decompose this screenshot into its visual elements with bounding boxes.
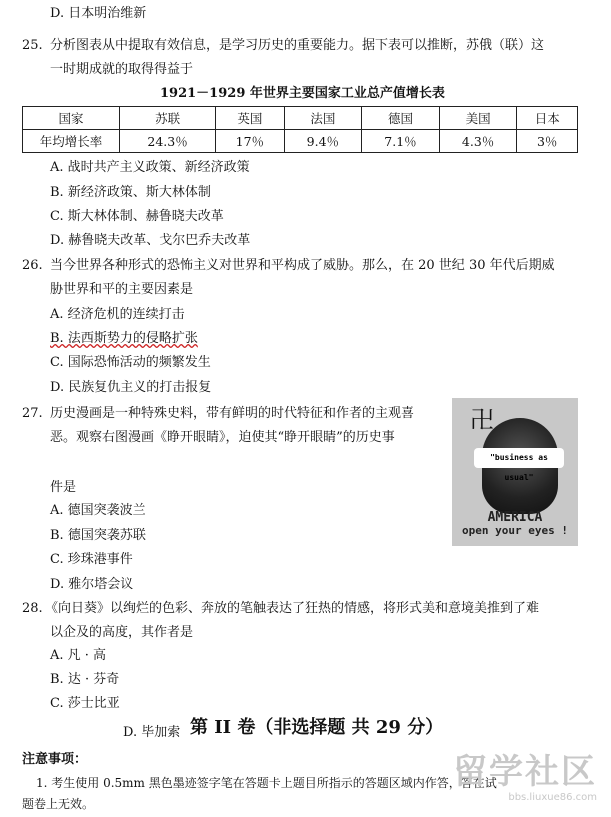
q25-number: 25. [22, 38, 43, 53]
table-cell: 7.1％ [362, 130, 440, 153]
table-cell: 4.3％ [439, 130, 517, 153]
q28-stem-line-1: 《向日葵》以绚烂的色彩、奔放的笔触表达了狂热的情感，将形式美和意境美推到了难 [45, 601, 540, 616]
q25-stem-line-1: 分析图表从中提取有效信息，是学习历史的重要能力。据下表可以推断，苏俄（联）这 [50, 38, 545, 53]
q26-stem-line-2: 胁世界和平的主要因素是 [50, 282, 194, 297]
table-header-cell: 英国 [216, 107, 284, 130]
section-ii-title: 第 II 卷（非选择题 共 29 分） [190, 717, 444, 738]
watermark-url: bbs.liuxue86.com [508, 792, 597, 803]
watermark-logo-text: 留学社区 [453, 752, 597, 792]
q28-number: 28. [22, 601, 43, 616]
notice-item-1-continued: 题卷上无效。 [22, 797, 95, 811]
prev-question-option-d: D. 日本明治维新 [50, 6, 147, 21]
q26-option-b: B. 法西斯势力的侵略扩张 [50, 331, 198, 346]
q27-stem-line-2: 恶。观察右图漫画《睁开眼睛》，迫使其“睁开眼睛”的历史事 [50, 430, 395, 445]
q25-option-d: D. 赫鲁晓夫改革、戈尔巴乔夫改革 [50, 233, 251, 248]
q25-option-c: C. 斯大林体制、赫鲁晓夫改革 [50, 209, 224, 224]
q26-option-d: D. 民族复仇主义的打击报复 [50, 380, 212, 395]
table-header-row [23, 107, 578, 130]
q27-option-a: A. 德国突袭波兰 [50, 503, 146, 518]
q28-option-b: B. 达 · 芬奇 [50, 672, 120, 687]
q25-table-caption: 1921－1929 年世界主要国家工业总产值增长表 [160, 86, 445, 101]
table-header-cell: 美国 [439, 107, 517, 130]
table-header-cell: 法国 [284, 107, 362, 130]
cartoon-blindfold: "business as usual" [474, 448, 564, 468]
open-your-eyes-cartoon [452, 398, 578, 546]
table-row [23, 130, 578, 153]
q28-stem-line-2: 以企及的高度，其作者是 [50, 625, 194, 640]
q27-stem-line-1: 历史漫画是一种特殊史料，带有鲜明的时代特征和作者的主观喜 [50, 406, 415, 421]
q26-option-a: A. 经济危机的连续打击 [50, 307, 185, 322]
q26-option-c: C. 国际恐怖活动的频繁发生 [50, 355, 211, 370]
q28-option-c: C. 莎士比亚 [50, 696, 120, 711]
q26-stem-line-1: 当今世界各种形式的恐怖主义对世界和平构成了威胁。那么，在 20 世纪 30 年代后期威 [50, 258, 555, 273]
notice-title: 注意事项： [22, 752, 88, 767]
cartoon-slogan: open your eyes ! [462, 524, 568, 537]
cartoon-america-text: AMERICA [487, 510, 543, 525]
swastika-icon: 卍 [470, 406, 494, 434]
notice-item-1: 1. 考生使用 0.5mm 黑色墨迹签字笔在答题卡上题目所指示的答题区域内作答，答在试 [36, 776, 497, 790]
table-cell: 17％ [216, 130, 284, 153]
table-cell: 年均增长率 [23, 130, 120, 153]
table-header-cell: 德国 [362, 107, 440, 130]
q27-number: 27. [22, 406, 43, 421]
industrial-growth-table [22, 106, 578, 153]
q27-option-d: D. 雅尔塔会议 [50, 577, 134, 592]
q28-option-d: D. 毕加索 [123, 725, 181, 740]
table-header-cell: 国家 [23, 107, 120, 130]
site-watermark [453, 752, 597, 804]
table-cell: 24.3％ [120, 130, 216, 153]
table-cell: 9.4％ [284, 130, 362, 153]
q25-option-a: A. 战时共产主义政策、新经济政策 [50, 160, 250, 175]
q25-option-b: B. 新经济政策、斯大林体制 [50, 185, 211, 200]
table-header-cell: 日本 [517, 107, 578, 130]
q27-stem-line-3: 件是 [50, 480, 77, 495]
table-cell: 3％ [517, 130, 578, 153]
q27-option-c: C. 珍珠港事件 [50, 552, 133, 567]
q27-option-b: B. 德国突袭苏联 [50, 528, 146, 543]
q28-option-a: A. 凡 · 高 [50, 648, 107, 663]
table-header-cell: 苏联 [120, 107, 216, 130]
q26-number: 26. [22, 258, 43, 273]
q25-stem-line-2: 一时期成就的取得得益于 [50, 62, 194, 77]
